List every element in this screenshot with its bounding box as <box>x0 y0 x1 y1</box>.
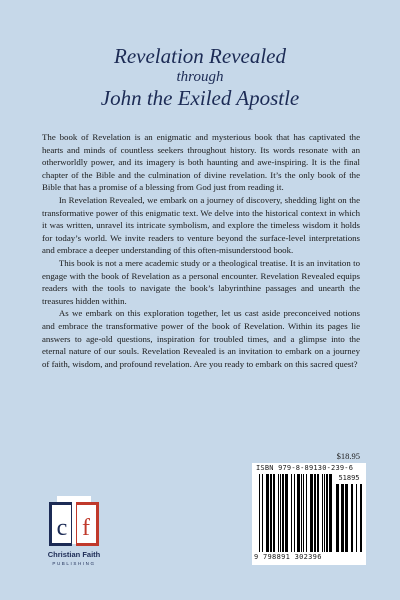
barcode-bar <box>306 474 307 552</box>
publisher-name: Christian Faith <box>47 550 101 559</box>
barcode-bar <box>356 484 357 552</box>
barcode-bar <box>317 474 319 552</box>
barcode-bar <box>285 474 288 552</box>
publisher-subtitle: PUBLISHING <box>52 561 96 566</box>
barcode-bar <box>280 474 281 552</box>
isbn-label: ISBN 979-8-89130-239-6 <box>256 464 354 472</box>
barcode-bar <box>314 474 316 552</box>
blurb-paragraph-4: As we embark on this exploration together, let us cast aside preconceived notions and embrace the transformative power of the book of Revelation. Within its pages lie answers to age-old questions, inspiration for troubled times, and a glimpse into the eternal nature of our souls. Revelation Revealed is an invitation to embark on a journey of faith, wisdom, and profound revelation. Are you ready to embark on this sacred quest? <box>42 308 360 369</box>
barcode-bar <box>262 474 263 552</box>
barcode-bar <box>326 474 328 552</box>
barcode-bar <box>360 484 362 552</box>
title-line-3: John the Exiled Apostle <box>100 86 300 110</box>
title-line-2: through <box>176 69 224 85</box>
isbn-barcode <box>252 463 366 565</box>
publisher-logo <box>38 494 110 574</box>
barcode-bar <box>341 484 344 552</box>
barcode-bar <box>259 474 260 552</box>
barcode-bar <box>310 474 313 552</box>
logo-letter-f: f <box>82 515 90 541</box>
book-logo-icon <box>49 494 99 548</box>
barcode-bar <box>345 484 348 552</box>
barcode-bar <box>278 474 279 552</box>
barcode-bar <box>303 474 304 552</box>
blurb-paragraph-1: The book of Revelation is an enigmatic and mysterious book that has captivated the hearts and minds of countless seekers throughout history. Its words resonate with an otherworldly power, and its imagery is both haunting and awe-inspiring. It is the final chapter of the Bible and the culmination of divine revelation. It’s the only book of the Bible that has a promise of a blessing from God just from reading it. <box>42 132 360 193</box>
barcode-bar <box>273 474 275 552</box>
barcode-bar <box>270 474 272 552</box>
barcode-bar <box>322 474 323 552</box>
price-label: $18.95 <box>336 451 360 461</box>
barcode-bar <box>291 474 292 552</box>
title-line-1: Revelation Revealed <box>114 44 286 68</box>
ean-barcode-bars <box>259 474 333 552</box>
barcode-bar <box>266 474 269 552</box>
barcode-bar <box>294 474 295 552</box>
price-addon-bars <box>336 484 362 552</box>
price-addon-digits: 51895 <box>338 474 360 482</box>
ean-digits: 9 798891 302396 <box>254 553 322 561</box>
logo-letter-c: c <box>56 515 68 541</box>
barcode-bar <box>329 474 332 552</box>
book-title <box>0 44 400 110</box>
barcode-bar <box>301 474 302 552</box>
back-cover-blurb <box>42 131 360 370</box>
barcode-bar <box>324 474 325 552</box>
blurb-paragraph-2: In Revelation Revealed, we embark on a journey of discovery, shedding light on the transformative power of this enigmatic text. We delve into the historical context in which it was written, unravel its intricate symbolism, and explore the timeless wisdom it holds for today’s world. We invite readers to venture beyond the surface-level interpretations and embrace a deeper understanding of this often-misunderstood book. <box>42 194 360 256</box>
blurb-paragraph-3: This book is not a mere academic study or a theological treatise. It is an invitation to engage with the book of Revelation as a personal encounter. Revelation Revealed equips readers with the tools to navigate the book’s labyrinthine passages and unearth the treasures hidden within. <box>42 257 360 306</box>
barcode-bar <box>351 484 353 552</box>
barcode-bar <box>336 484 339 552</box>
barcode-bar <box>297 474 300 552</box>
barcode-bar <box>282 474 284 552</box>
